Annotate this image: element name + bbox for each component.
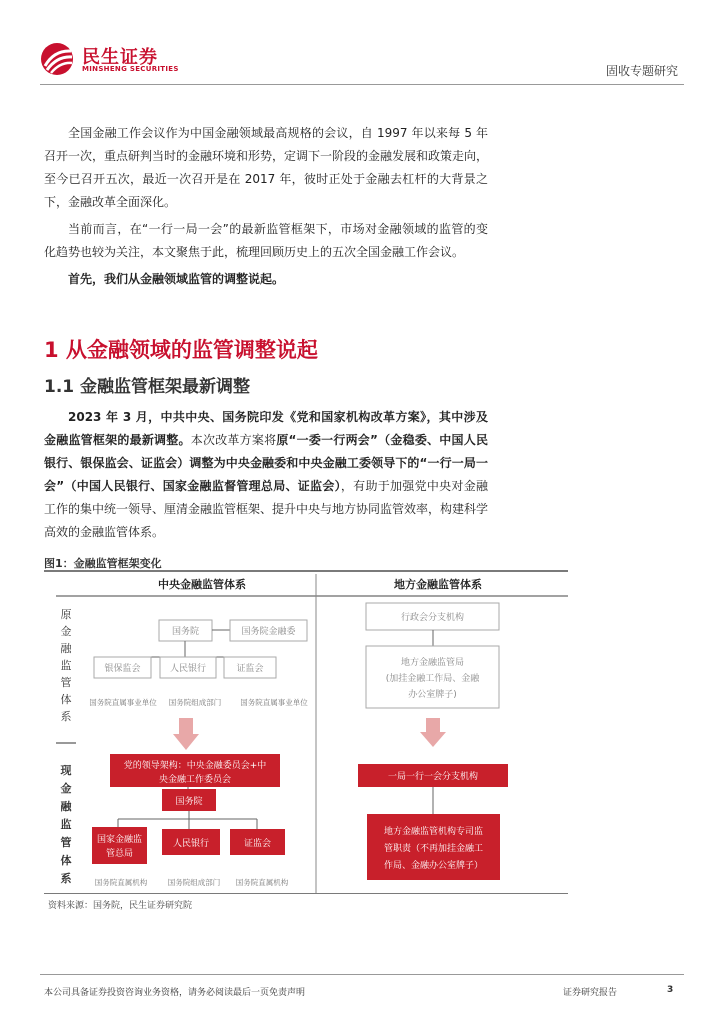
reform-bold-2: 原“一委一行两会”（金稳委、中国人民银行、银保监会、证监会）调整为中央金融委和中央金融工委领导下的“一行一局一会”（中国人民银行、国家金融监督管理总局、证监会） <box>44 433 488 493</box>
row-char: 原 <box>60 608 72 621</box>
local-new-label-2b: 管职责（不再加挂金融工 <box>383 844 484 854</box>
row-char: 现 <box>60 764 72 777</box>
row-char: 融 <box>60 800 72 813</box>
orig-csrc-label: 证监会 <box>236 664 264 674</box>
regulatory-framework-diagram <box>44 571 568 894</box>
reform-text-1: 本次改革方案将 <box>190 433 277 447</box>
local-orig-label-2c: 办公室牌子) <box>408 690 457 700</box>
new-party-label-1: 党的领导架构：中央金融委员会+中 <box>123 761 267 771</box>
row-char: 管 <box>60 676 72 689</box>
new-council-label: 国务院 <box>175 797 203 807</box>
new-note-3: 国务院直属机构 <box>235 878 289 887</box>
section-heading: 1 从金融领域的监管调整说起 <box>44 338 318 362</box>
footer-disclaimer: 本公司具备证券投资咨询业务资格，请务必阅读最后一页免责声明 <box>44 988 306 998</box>
down-arrow-icon <box>173 718 199 750</box>
row-char: 系 <box>60 710 72 723</box>
local-orig-label-1: 行政会分支机构 <box>400 613 465 623</box>
report-section-label: 固收专题研究 <box>605 64 678 78</box>
new-pboc-label: 人民银行 <box>172 839 210 849</box>
row-char: 体 <box>60 854 72 867</box>
new-party-label-2: 央金融工作委员会 <box>158 775 232 785</box>
footer-divider <box>40 974 684 975</box>
paragraph-lead: 首先，我们从金融领域监管的调整说起。 <box>68 272 285 286</box>
new-note-2: 国务院组成部门 <box>167 878 221 887</box>
figure-source: 资料来源：国务院，民生证券研究院 <box>48 901 193 911</box>
footer-report-type: 证券研究报告 <box>563 988 618 998</box>
row-char: 管 <box>60 836 72 849</box>
down-arrow-icon <box>420 718 446 747</box>
reform-bold-1: 2023 年 3 月，中共中央、国务院印发《党和国家机构改革方案》，其中涉及金融监管框架的最新调整。 <box>44 410 488 447</box>
local-new-label-1: 一局一行一会分支机构 <box>387 772 479 782</box>
row-char: 融 <box>60 642 72 655</box>
orig-council-label: 国务院 <box>171 627 200 637</box>
figure-title: 图1：金融监管框架变化 <box>44 557 162 570</box>
paragraph-reform <box>44 406 488 544</box>
row-char: 监 <box>60 659 72 672</box>
logo-text-en: MINSHENG SECURITIES <box>82 65 179 73</box>
logo-text-cn: 民生证券 <box>82 47 158 68</box>
orig-note-2: 国务院组成部门 <box>168 698 222 707</box>
orig-pboc-label: 人民银行 <box>169 664 207 674</box>
row-char: 金 <box>60 782 72 795</box>
row-char: 金 <box>60 625 72 638</box>
local-new-label-2c: 作局、金融办公室牌子） <box>383 861 484 871</box>
row-char: 监 <box>60 818 72 831</box>
new-note-1: 国务院直属机构 <box>94 878 148 887</box>
local-new-label-2a: 地方金融监管机构专司监 <box>383 827 484 837</box>
row-char: 体 <box>60 693 72 706</box>
logo-mark-icon <box>40 42 76 76</box>
paragraph-intro: 全国金融工作会议作为中国金融领域最高规格的会议，自 1997 年以来每 5 年召开一次，重点研判当时的金融环境和形势，定调下一阶段的金融发展和政策走向，至今已召开五次，最近一次召开是在 2017 年，彼时正处于金融去杠杆的大背景之下，金融改革全面深化。 <box>44 126 489 209</box>
col-header-central: 中央金融监管体系 <box>158 578 246 591</box>
row-label-current <box>60 763 73 885</box>
orig-fsdc-label: 国务院金融委 <box>241 627 296 637</box>
orig-note-3: 国务院直属事业单位 <box>240 698 308 707</box>
new-nfra-label-1: 国家金融监 <box>96 835 143 845</box>
page-number: 3 <box>667 985 674 995</box>
subsection-heading: 1.1 金融监管框架最新调整 <box>44 377 251 397</box>
local-orig-label-2b: (加挂金融工作局、金融 <box>385 674 480 684</box>
orig-cbirc-label: 银保监会 <box>104 664 141 674</box>
orig-note-1: 国务院直属事业单位 <box>89 698 157 707</box>
new-nfra-label-2: 管总局 <box>105 849 134 859</box>
header-divider <box>40 84 684 85</box>
row-label-original <box>61 608 73 723</box>
col-header-local: 地方金融监管体系 <box>394 578 482 591</box>
local-orig-label-2a: 地方金融监管局 <box>400 658 465 668</box>
paragraph-focus: 当前而言，在“一行一局一会”的最新监管框架下，市场对金融领域的监管的变化趋势也较为关注，本文聚焦于此，梳理回顾历史上的五次全国金融工作会议。 <box>44 222 488 259</box>
new-csrc-label: 证监会 <box>243 839 272 849</box>
figure-bottom-rule <box>44 893 568 894</box>
reform-text-2: ，有助于加强党中央对金融工作的集中统一领导、厘清金融监管框架、提升中央与地方协同监管效率，构建科学高效的金融监管体系。 <box>44 479 489 539</box>
brand-logo <box>40 42 200 76</box>
row-char: 系 <box>60 872 72 885</box>
